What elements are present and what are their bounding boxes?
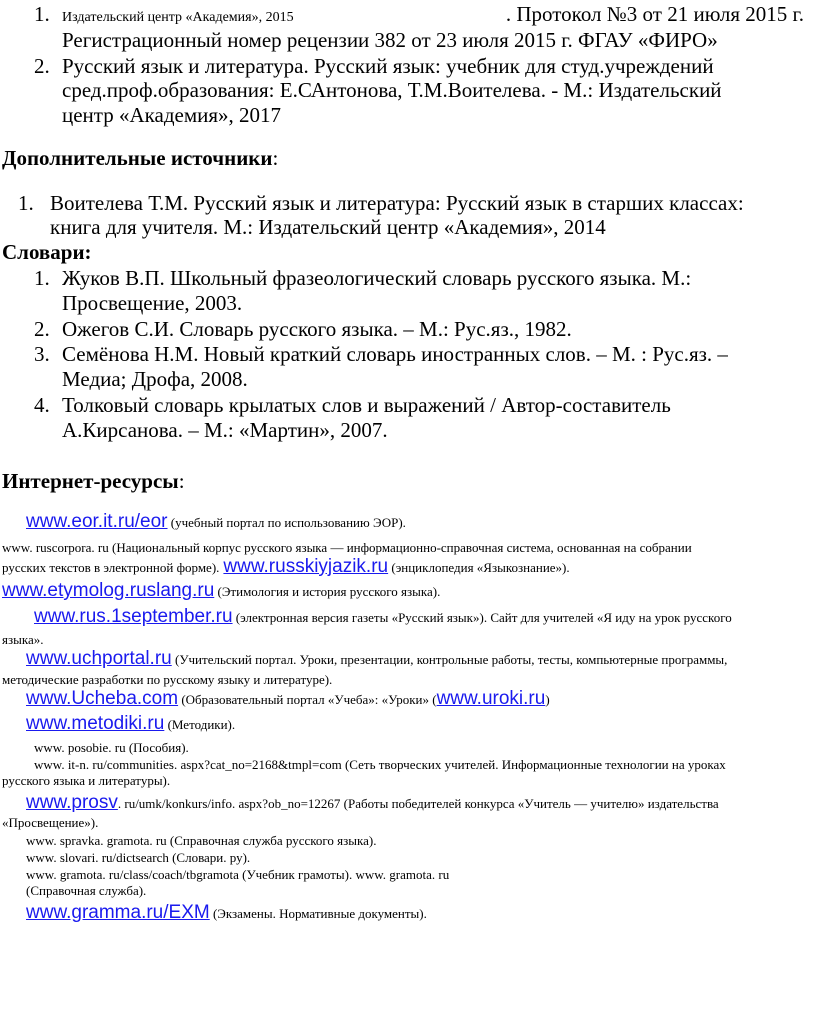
list-number: 1.	[18, 191, 34, 215]
resource-desc: «Просвещение»).	[2, 815, 99, 830]
heading-colon: :	[178, 469, 185, 493]
resource-desc: (Справочная служба).	[26, 883, 147, 898]
dictionary-item-line: Толковый словарь крылатых слов и выражений / Автор-составитель	[62, 393, 671, 417]
list-line: Русский язык и литература. Русский язык: учебник для студ.учреждений	[62, 54, 714, 78]
resource-gramma	[26, 902, 427, 924]
resource-eor	[26, 511, 406, 533]
dictionary-item-line: Ожегов С.И. Словарь русского языка. – М.: Рус.яз., 1982.	[62, 317, 572, 341]
list-line: сред.проф.образования: Е.САнтонова, Т.М.Воителева. - М.: Издательский	[62, 78, 722, 102]
resource-desc: (Учительский портал. Уроки, презентации, контрольные работы, тесты, компьютерные программы,	[171, 652, 728, 667]
resource-ruscorpora: www. ruscorpora. ru (Национальный корпус русского языка — информационно-справочная система, основанная на собрании	[2, 540, 692, 555]
list-line	[62, 2, 804, 30]
resource-desc: (учебный портал по использованию ЭОР).	[167, 515, 406, 530]
resource-spravka: www. spravka. gramota. ru (Справочная служба русского языка).	[26, 833, 377, 848]
resource-uchportal	[26, 648, 727, 670]
resource-slovari: www. slovari. ru/dictsearch (Словари. ру).	[26, 850, 251, 865]
resource-desc: (Экзамены. Нормативные документы).	[209, 906, 427, 921]
link-russkiyjazik[interactable]: www.russkiyjazik.ru	[223, 556, 389, 577]
heading-text: Интернет-ресурсы	[2, 469, 179, 493]
link-ucheba[interactable]: www.Ucheba.com	[26, 688, 179, 709]
list-number: 2.	[34, 317, 50, 341]
internet-heading	[2, 469, 185, 494]
resource-desc: (электронная версия газеты «Русский язык»). Сайт для учителей «Я иду на урок русского	[232, 610, 732, 625]
resource-desc: (Этимология и история русского языка).	[214, 584, 441, 599]
resource-desc: . ru/umk/konkurs/info. aspx?ob_no=12267 (Работы победителей конкурса «Учитель — учителю» издательства	[117, 796, 719, 811]
resource-it-n: www. it-n. ru/communities. aspx?cat_no=2168&tmpl=com (Сеть творческих учителей. Информационные технологии на уроках	[34, 757, 726, 772]
link-metodiki[interactable]: www.metodiki.ru	[26, 713, 165, 734]
heading-text: Дополнительные источники	[2, 146, 273, 170]
list-number: 2.	[34, 54, 50, 78]
list-number: 1.	[34, 266, 50, 290]
resource-desc: методические разработки по русскому языку и литературе).	[2, 672, 333, 687]
link-uroki[interactable]: www.uroki.ru	[436, 688, 546, 709]
dictionary-item-line: Просвещение, 2003.	[62, 291, 243, 315]
resource-desc: (Методики).	[164, 717, 236, 732]
resource-gramota: www. gramota. ru/class/coach/tbgramota (Учебник грамоты). www. gramota. ru	[26, 867, 450, 882]
list-line: Регистрационный номер рецензии 382 от 23 июля 2015 г. ФГАУ «ФИРО»	[62, 28, 718, 52]
link-prosv[interactable]: www.prosv	[26, 792, 118, 813]
additional-item-line: Воителева Т.М. Русский язык и литература: Русский язык в старших классах:	[50, 191, 744, 215]
link-eor[interactable]: www.eor.it.ru/eor	[26, 511, 168, 532]
resource-prosv	[26, 792, 719, 814]
link-gramma[interactable]: www.gramma.ru/EXM	[26, 902, 210, 923]
dictionary-item-line: Жуков В.П. Школьный фразеологический словарь русского языка. М.:	[62, 266, 692, 290]
resource-desc: (энциклопедия «Языкознание»).	[388, 560, 570, 575]
dictionary-item-line: Семёнова Н.М. Новый краткий словарь иностранных слов. – М. : Рус.яз. –	[62, 342, 728, 366]
resource-etymolog	[2, 580, 440, 602]
heading-colon: :	[272, 146, 279, 170]
link-1september[interactable]: www.rus.1september.ru	[34, 606, 233, 627]
resource-desc: русских текстов в электронной форме).	[2, 560, 220, 575]
additional-heading	[2, 146, 278, 171]
dictionaries-heading: Словари:	[2, 240, 92, 264]
dictionary-item-line: Медиа; Дрофа, 2008.	[62, 367, 248, 391]
additional-item-line: книга для учителя. М.: Издательский центр «Академия», 2014	[50, 215, 606, 239]
list-line: центр «Академия», 2017	[62, 103, 282, 127]
resource-posobie: www. posobie. ru (Пособия).	[34, 740, 189, 755]
resource-desc: (Образовательный портал «Учеба»: «Уроки» (	[178, 692, 437, 707]
resource-metodiki	[26, 713, 235, 735]
resource-1september	[34, 606, 732, 628]
link-uchportal[interactable]: www.uchportal.ru	[26, 648, 172, 669]
resource-russkiyjazik	[2, 556, 570, 578]
list-number: 4.	[34, 393, 50, 417]
link-etymolog[interactable]: www.etymolog.ruslang.ru	[2, 580, 215, 601]
list-number: 3.	[34, 342, 50, 366]
protocol-text: . Протокол №3 от 21 июля 2015 г.	[505, 2, 804, 26]
dictionary-item-line: А.Кирсанова. – М.: «Мартин», 2007.	[62, 418, 388, 442]
resource-ucheba	[26, 688, 550, 710]
publisher-text: Издательский центр «Академия», 2015	[62, 10, 294, 25]
resource-desc: языка».	[2, 632, 44, 647]
list-number: 1.	[34, 2, 50, 26]
resource-desc: )	[545, 692, 550, 707]
resource-desc: русского языка и литературы).	[2, 773, 171, 788]
